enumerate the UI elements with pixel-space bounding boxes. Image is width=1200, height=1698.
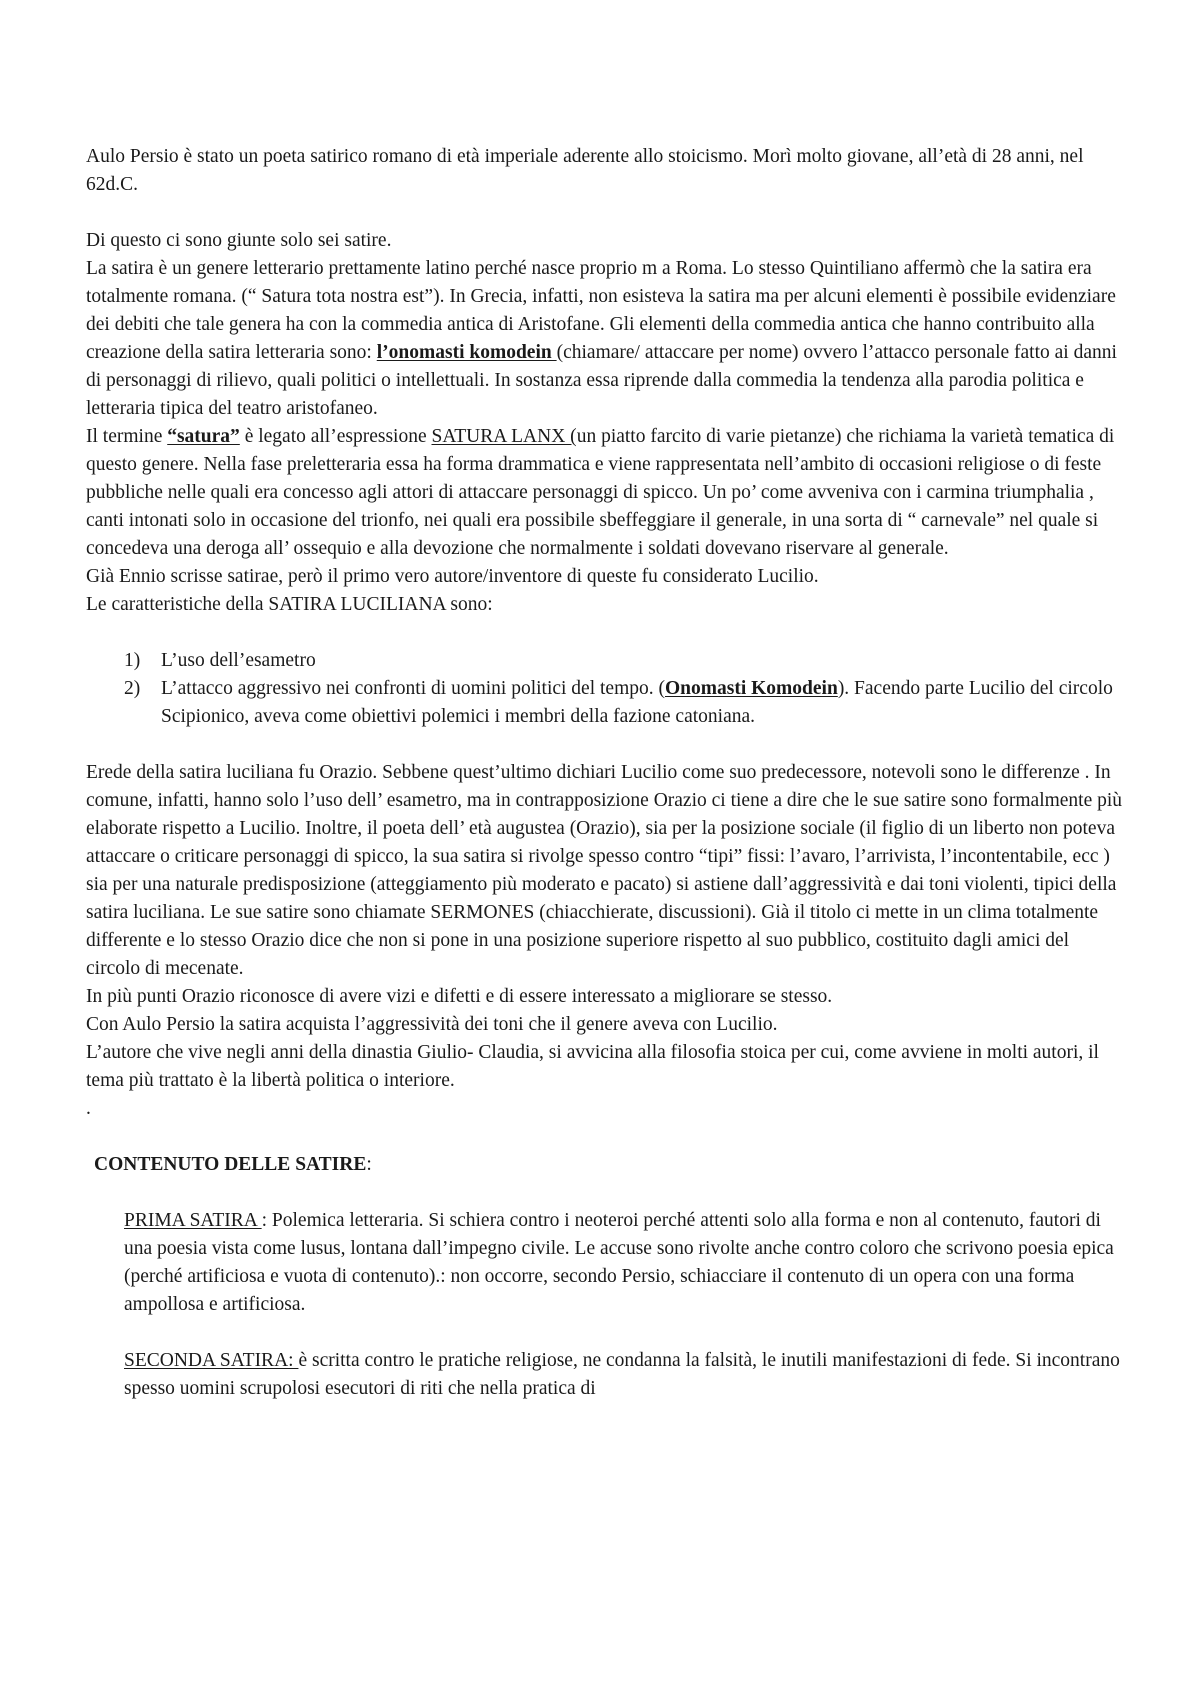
paragraph-ennio: Già Ennio scrisse satirae, però il primo vero autore/inventore di queste fu considerato Lucilio. bbox=[86, 566, 819, 587]
paragraph-satura-term: Il termine “satura” è legato all’espressione SATURA LANX (un piatto farcito di varie pietanze) che richiama la varietà tematica di questo genere. Nella fase preletteraria essa ha forma drammatica e viene rappresentata nell’ambito di occasioni religiose o di feste pubbliche nelle quali era concesso agli attori di attaccare personaggi di spicco. Un po’ come avveniva con i carmina triumphalia , canti intonati solo in occasione del trionfo, nei quali era possibile sbeffeggiare il generale, in una sorta di “ carnevale” nel quale si concedeva una deroga all’ ossequio e alla devozione che normalmente i soldati dovevano riservare al generale. bbox=[86, 426, 1115, 559]
paragraph-luciliana: Le caratteristiche della SATIRA LUCILIANA sono: bbox=[86, 594, 493, 615]
second-satire-label: SECONDA SATIRA: bbox=[124, 1350, 299, 1371]
term-onomasti-komodein: Onomasti Komodein bbox=[665, 678, 838, 699]
stray-dot: . bbox=[86, 1098, 91, 1119]
term-satura: “satura” bbox=[167, 426, 240, 447]
first-satire-paragraph: PRIMA SATIRA : Polemica letteraria. Si schiera contro i neoteroi perché attenti solo alla forma e non al contenuto, fautori di una poesia vista come lusus, lontana dall’impegno civile. Le accuse sono rivolte anche contro coloro che scrivono poesia epica (perché artificiosa e vuota di contenuto).: non occorre, secondo Persio, schiacciare il contenuto di un opera con una forma ampollosa e artificiosa. bbox=[124, 1210, 1114, 1315]
characteristics-list bbox=[86, 647, 1126, 731]
paragraph-orazio-vizi: In più punti Orazio riconosce di avere vizi e difetti e di essere interessato a migliorare se stesso. bbox=[86, 986, 833, 1007]
spacer bbox=[86, 1319, 1126, 1347]
document-body bbox=[86, 143, 1126, 1403]
list-item: 1) L’uso dell’esametro bbox=[124, 650, 316, 671]
term-satura-lanx: SATURA LANX ( bbox=[431, 426, 577, 447]
paragraph-orazio: Erede della satira luciliana fu Orazio. Sebbene quest’ultimo dichiari Lucilio come suo predecessore, notevoli sono le differenze . In comune, infatti, hanno solo l’uso dell’ esametro, ma in contrapposizione Orazio ci tiene a dire che le sue satire sono formalmente più elaborate rispetto a Lucilio. Inoltre, il poeta dell’ età augustea (Orazio), sia per la posizione sociale (il figlio di un liberto non poteva attaccare o criticare personaggi di spicco, la sua satira si rivolge spesso contro “tipi” fissi: l’avaro, l’arrivista, l’incontentabile, ecc ) sia per una naturale predisposizione (atteggiamento più moderato e pacato) si astiene dall’aggressività e dai toni violenti, tipici della satira luciliana. Le sue satire sono chiamate SERMONES (chiacchierate, discussioni). Già il titolo ci mette in un clima totalmente differente e lo stesso Orazio dice che non si pone in una posizione superiore rispetto al suo pubblico, costituito dagli amici del circolo di mecenate. bbox=[86, 762, 1123, 979]
paragraph-satires-count: Di questo ci sono giunte solo sei satire. bbox=[86, 230, 392, 251]
paragraph-persio-aggressivita: Con Aulo Persio la satira acquista l’aggressività dei toni che il genere aveva con Lucilio. bbox=[86, 1014, 778, 1035]
spacer bbox=[86, 199, 1126, 227]
list-item: 2) L’attacco aggressivo nei confronti di uomini politici del tempo. (Onomasti Komodein). Facendo parte Lucilio del circolo Scipionico, aveva come obiettivi polemici i membri della fazione catoniana. bbox=[124, 678, 1113, 727]
paragraph-autore-stoico: L’autore che vive negli anni della dinastia Giulio- Claudia, si avvicina alla filosofia stoica per cui, come avviene in molti autori, il tema più trattato è la libertà politica o interiore. bbox=[86, 1042, 1099, 1091]
paragraph-satire-origin: La satira è un genere letterario prettamente latino perché nasce proprio m a Roma. Lo stesso Quintiliano affermò che la satira era totalmente romana. (“ Satura tota nostra est”). In Grecia, infatti, non esisteva la satira ma per alcuni elementi è possibile evidenziare dei debiti che tale genera ha con la commedia antica di Aristofane. Gli elementi della commedia antica che hanno contribuito alla creazione della satira letteraria sono: l’onomasti komodein (chiamare/ attaccare per nome) ovvero l’attacco personale fatto ai danni di personaggi di rilievo, quali politici o intellettuali. In sostanza essa riprende dalla commedia la tendenza alla parodia politica e letteraria tipica del teatro aristofaneo. bbox=[86, 258, 1117, 419]
spacer bbox=[86, 619, 1126, 647]
spacer bbox=[86, 1179, 1126, 1207]
second-satire-paragraph: SECONDA SATIRA: è scritta contro le pratiche religiose, ne condanna la falsità, le inutili manifestazioni di fede. Si incontrano spesso uomini scrupolosi esecutori di riti che nella pratica di bbox=[124, 1350, 1120, 1399]
spacer bbox=[86, 1123, 1126, 1151]
section-heading: CONTENUTO DELLE SATIRE: bbox=[94, 1154, 372, 1175]
intro-paragraph: Aulo Persio è stato un poeta satirico romano di età imperiale aderente allo stoicismo. Morì molto giovane, all’età di 28 anni, nel 62d.C. bbox=[86, 146, 1084, 195]
spacer bbox=[86, 731, 1126, 759]
term-onomasti-komodein: l’onomasti komodein bbox=[376, 342, 557, 363]
first-satire-label: PRIMA SATIRA bbox=[124, 1210, 262, 1231]
